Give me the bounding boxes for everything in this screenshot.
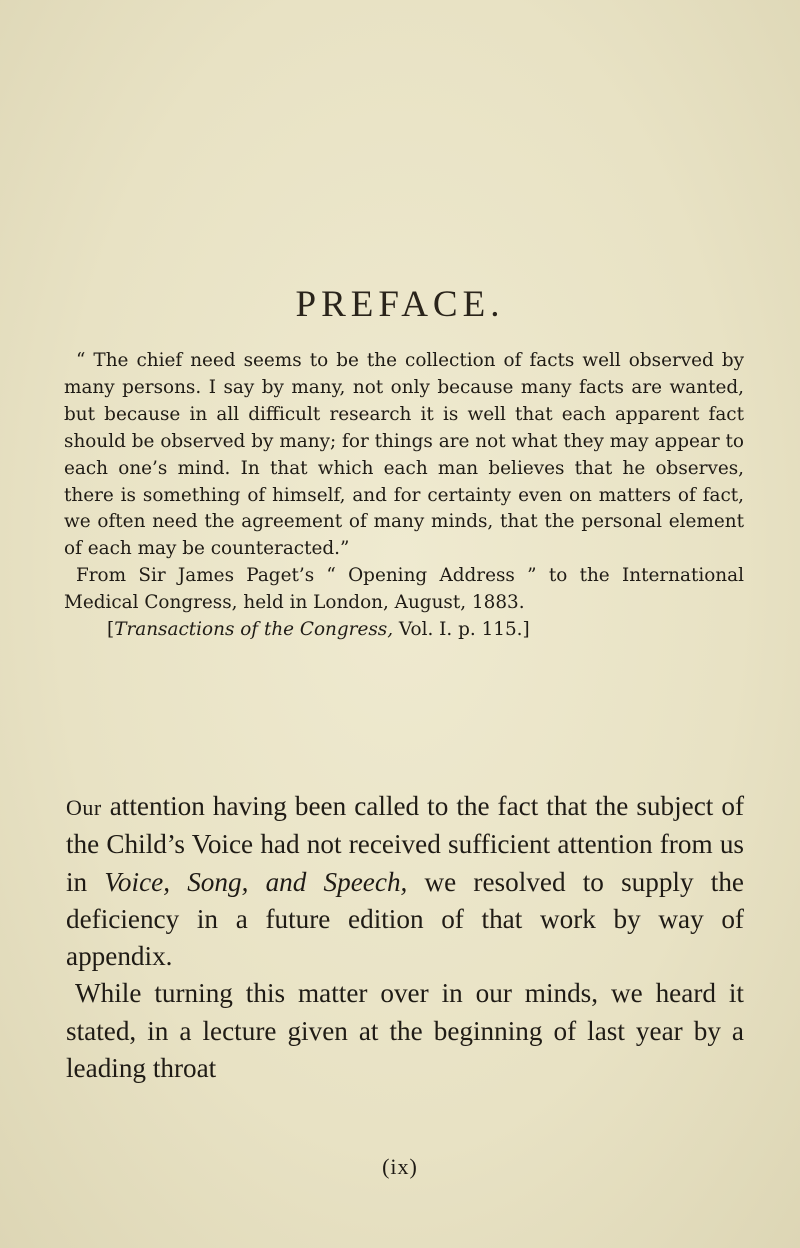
reference-details: Vol. I. p. 115.] <box>393 619 530 641</box>
body-paragraph-2: While turning this matter over in our minds, we heard it stated, in a lecture given at the beginning of last year by a leading throat <box>66 978 744 1084</box>
epigraph <box>64 348 744 644</box>
page-title: PREFACE. <box>295 284 505 325</box>
body-text <box>66 788 744 1087</box>
body-paragraph-1 <box>66 788 744 975</box>
epigraph-reference <box>64 617 744 644</box>
epigraph-quote: “ The chief need seems to be the collection of facts well observed by many persons. I say by many, not only because many facts are wanted, but because in all difficult research it is well that each apparent fact should be observed by many; for things are not what they may appear to each one’s mind. In that which each man believes that he observes, there is something of himself, and for certainty even on matters of fact, we often need the agreement of many minds, that the personal element of each may be counteracted.” <box>64 350 744 560</box>
body-paragraph-1-text-a: attention having been called to the fact that the subject of the Child’s Voice had not received sufficient attention from us in <box>66 791 744 897</box>
reference-open-bracket: [ <box>107 619 115 641</box>
opening-word: Our <box>66 795 102 820</box>
reference-title: Transactions of the Congress, <box>114 619 394 641</box>
body-paragraph-1-text-b: we resolved to supply the deficiency in a future edition of that work by way of appendix. <box>66 866 744 972</box>
page-number: (ix) <box>382 1154 418 1179</box>
book-title-italic: Voice, Song, and Speech, <box>104 866 408 897</box>
epigraph-attribution: From Sir James Paget’s “ Opening Address ” to the International Medical Congress, held in London, August, 1883. <box>64 565 744 614</box>
